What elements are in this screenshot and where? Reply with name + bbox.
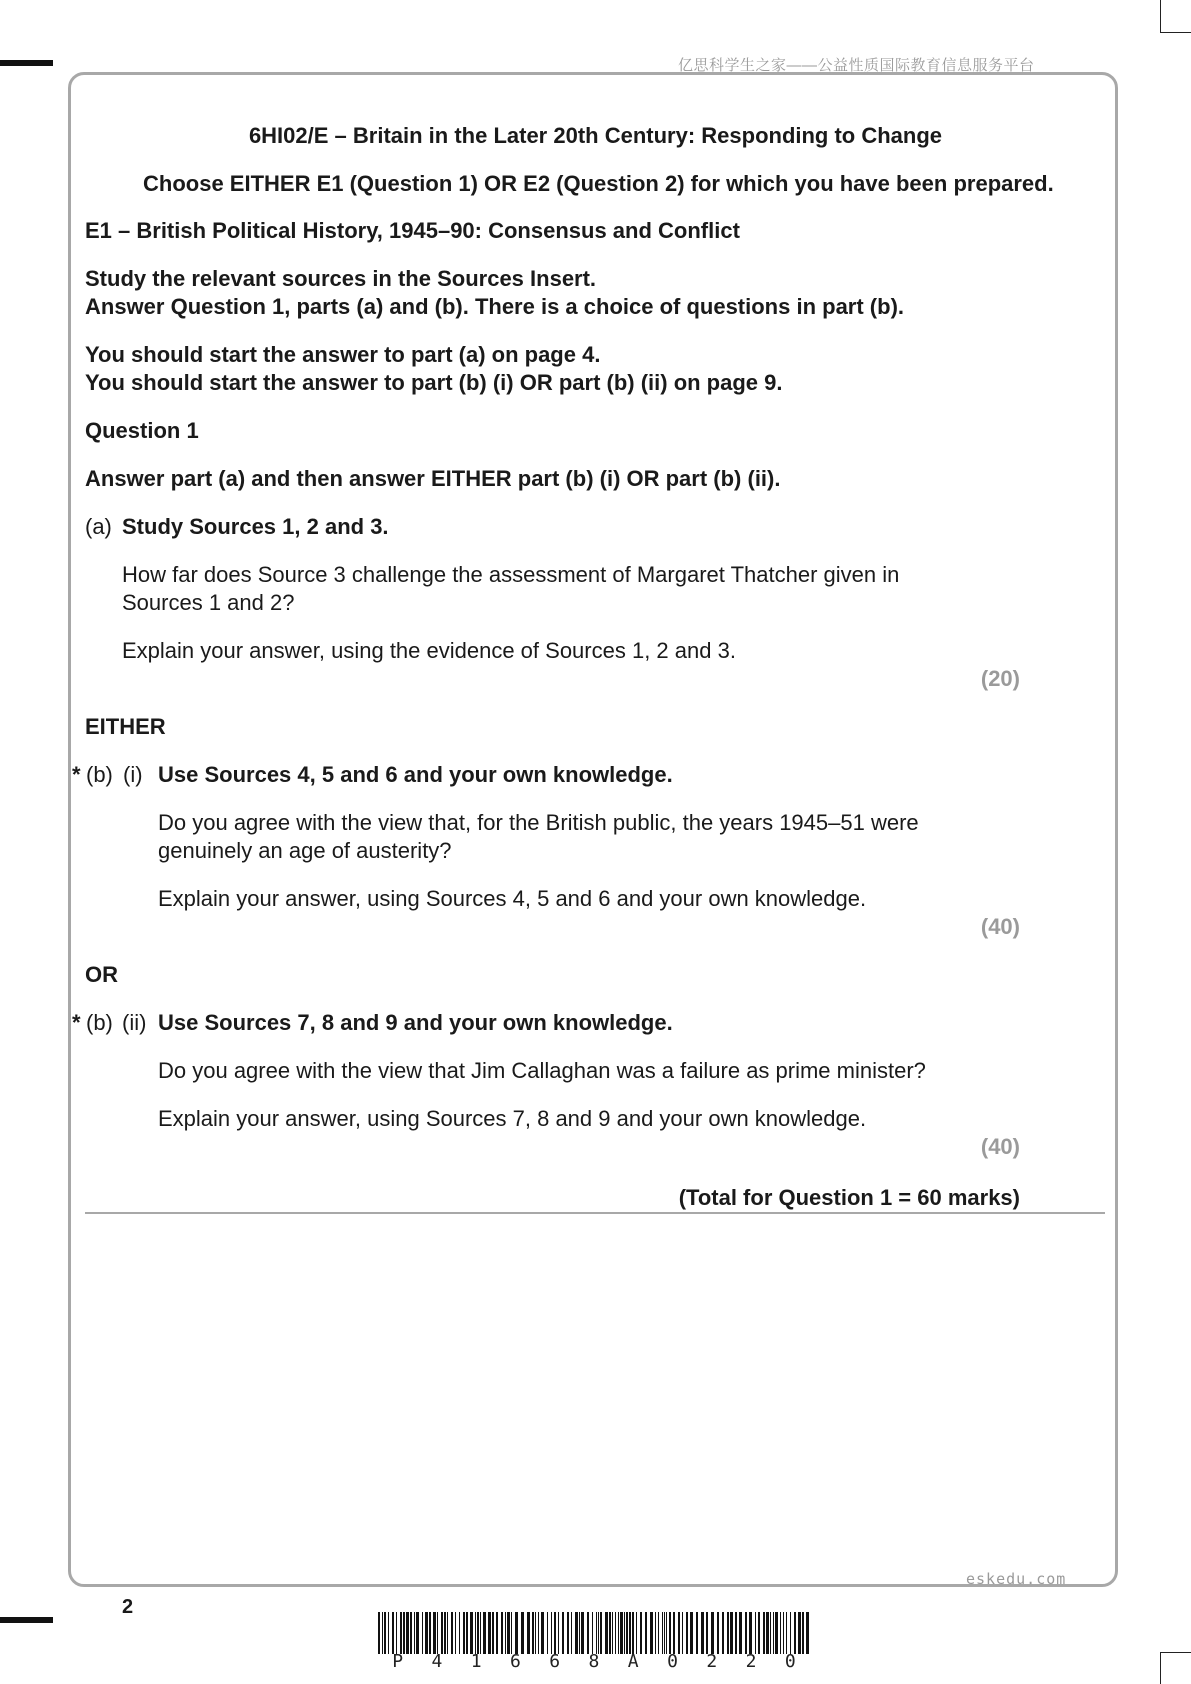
- crop-mark-bottom-right-h: [1160, 1652, 1191, 1653]
- barcode-digit: 1: [470, 1651, 482, 1672]
- part-b1-sub: (i): [123, 762, 143, 787]
- section-heading: E1 – British Political History, 1945–90: Consensus and Conflict: [85, 218, 740, 243]
- barcode-digit: 8: [588, 1651, 600, 1672]
- part-b1-label: (b): [86, 762, 113, 787]
- crop-mark-top-right-v: [1160, 0, 1161, 32]
- instruction-start-b: You should start the answer to part (b) (i) OR part (b) (ii) on page 9.: [85, 370, 783, 395]
- edge-mark-top-left: [0, 60, 53, 66]
- part-a-explain: Explain your answer, using the evidence of Sources 1, 2 and 3.: [122, 638, 736, 663]
- barcode-digit: A: [627, 1651, 639, 1672]
- part-b2-heading: Use Sources 7, 8 and 9 and your own knowledge.: [158, 1010, 673, 1035]
- part-a-question-line1: How far does Source 3 challenge the assessment of Margaret Thatcher given in: [122, 562, 900, 587]
- barcode-digit: 6: [510, 1651, 521, 1672]
- barcode-digits: [378, 1651, 810, 1672]
- edge-mark-bottom-left: [0, 1617, 53, 1623]
- part-b1-heading: Use Sources 4, 5 and 6 and your own knowledge.: [158, 762, 673, 787]
- page-number: 2: [122, 1596, 134, 1618]
- part-b1-marks: (40): [980, 914, 1020, 939]
- part-b1-question-line2: genuinely an age of austerity?: [158, 838, 452, 863]
- watermark-bottom: eskedu.com: [966, 1570, 1067, 1588]
- barcode-digit: 0: [667, 1651, 678, 1672]
- instruction-answer: Answer Question 1, parts (a) and (b). There is a choice of questions in part (b).: [85, 294, 905, 319]
- choose-instruction: Choose EITHER E1 (Question 1) OR E2 (Question 2) for which you have been prepared.: [143, 171, 1054, 196]
- total-rule: [85, 1212, 1105, 1214]
- part-b2-sub: (ii): [122, 1010, 147, 1035]
- part-b2-star: *: [72, 1010, 81, 1035]
- instruction-start-a: You should start the answer to part (a) on page 4.: [85, 342, 601, 367]
- part-b2-label: (b): [86, 1010, 113, 1035]
- barcode-digit: 6: [549, 1651, 561, 1672]
- answer-instruction: Answer part (a) and then answer EITHER part (b) (i) OR part (b) (ii).: [85, 466, 781, 491]
- part-b2-marks: (40): [980, 1134, 1020, 1159]
- part-a-marks: (20): [980, 666, 1020, 691]
- crop-mark-top-right-h: [1160, 32, 1191, 33]
- paper-title: 6HI02/E – Britain in the Later 20th Century: Responding to Change: [248, 123, 943, 148]
- part-b1-star: *: [72, 762, 81, 787]
- barcode-digit: 0: [784, 1651, 796, 1672]
- part-b2-explain: Explain your answer, using Sources 7, 8 and 9 and your own knowledge.: [158, 1106, 867, 1131]
- barcode-digit: 2: [745, 1651, 757, 1672]
- barcode: [378, 1612, 810, 1654]
- barcode-digit: P: [392, 1651, 404, 1672]
- watermark-top: 亿思科学生之家——公益性质国际教育信息服务平台: [678, 57, 1035, 74]
- barcode-digit: 2: [706, 1651, 718, 1672]
- total-marks: (Total for Question 1 = 60 marks): [678, 1185, 1020, 1210]
- question-heading: Question 1: [85, 418, 199, 443]
- part-a-label: (a): [85, 514, 112, 539]
- part-b1-question-line1: Do you agree with the view that, for the British public, the years 1945–51 were: [158, 810, 919, 835]
- either-label: EITHER: [85, 714, 166, 739]
- part-b2-question-line1: Do you agree with the view that Jim Callaghan was a failure as prime minister?: [158, 1058, 926, 1083]
- part-b1-explain: Explain your answer, using Sources 4, 5 and 6 and your own knowledge.: [158, 886, 867, 911]
- or-label: OR: [85, 962, 118, 987]
- part-a-question-line2: Sources 1 and 2?: [122, 590, 295, 615]
- barcode-digit: 4: [431, 1651, 443, 1672]
- crop-mark-bottom-right-v: [1160, 1652, 1161, 1684]
- part-a-heading: Study Sources 1, 2 and 3.: [122, 514, 389, 539]
- instruction-sources: Study the relevant sources in the Sources Insert.: [85, 266, 597, 291]
